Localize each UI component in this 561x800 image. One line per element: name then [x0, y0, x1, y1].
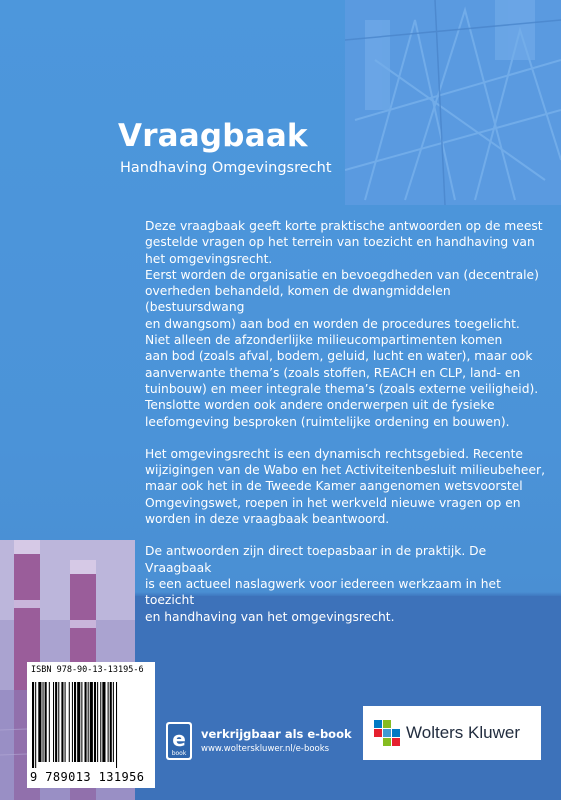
- barcode-bar: [72, 682, 73, 762]
- publisher-name: Wolters Kluwer: [406, 723, 520, 742]
- barcode-bar: [65, 682, 66, 762]
- cover-photo-top: [345, 0, 561, 205]
- barcode-bar: [100, 682, 101, 762]
- ebook-badge[interactable]: [165, 721, 352, 771]
- barcode-bar: [97, 682, 98, 762]
- blurb-paragraph-3: [145, 543, 545, 624]
- blurb-line: Tenslotte worden ook andere onderwerpen uit de fysieke: [145, 398, 495, 413]
- blurb-line: Omgevingswet, roepen in het werkveld nieuwe vragen op en: [145, 495, 521, 510]
- isbn-barcode: [27, 662, 155, 788]
- blurb-line: aan bod (zoals afval, bodem, geluid, lucht en water), maar ook: [145, 349, 533, 364]
- blurb-line: gestelde vragen op het terrein van toezicht en handhaving van: [145, 235, 535, 250]
- blurb-text: [145, 218, 545, 641]
- barcode-bar: [32, 682, 34, 768]
- barcode-bar: [88, 682, 89, 762]
- publisher-logo: [363, 706, 541, 760]
- blurb-line: aanverwante thema’s (zoals stoffen, REACH en CLP, land- en: [145, 365, 521, 380]
- book-subtitle: Handhaving Omgevingsrecht: [120, 160, 332, 176]
- barcode-bar: [61, 682, 63, 762]
- barcode-bar: [35, 682, 36, 768]
- barcode-bar: [49, 682, 50, 762]
- barcode-bar: [38, 682, 41, 762]
- blurb-line: het omgevingsrecht.: [145, 251, 273, 266]
- blurb-line: overheden behandeld, komen de dwangmiddelen (bestuursdwang: [145, 284, 451, 315]
- barcode-bar: [53, 682, 54, 762]
- wolters-kluwer-logo-icon: [374, 720, 400, 746]
- blurb-line: en handhaving van het omgevingsrecht.: [145, 609, 395, 624]
- barcode-bars: [32, 682, 150, 768]
- barcode-bar: [55, 682, 57, 762]
- blurb-line: Niet alleen de afzonderlijke milieucompartimenten komen: [145, 333, 503, 348]
- blurb-line: De antwoorden zijn direct toepasbaar in de praktijk. De Vraagbaak: [145, 544, 487, 575]
- blurb-line: wijzigingen van de Wabo en het Activiteitenbesluit milieubeheer,: [145, 463, 546, 478]
- barcode-bar: [45, 682, 47, 762]
- blurb-line: leefomgeving besproken (ruimtelijke ordening en bouwen).: [145, 414, 510, 429]
- barcode-bar: [90, 682, 93, 762]
- barcode-bar: [43, 682, 44, 762]
- barcode-digits: 9 789013 131956: [30, 770, 145, 784]
- barcode-bar: [69, 682, 70, 762]
- book-title: Vraagbaak: [118, 118, 308, 154]
- barcode-bar: [108, 682, 109, 762]
- blurb-paragraph-1: [145, 218, 545, 430]
- blurb-line: maar ook het in de Tweede Kamer aangenomen wetsvoorstel: [145, 479, 523, 494]
- blurb-line: en dwangsom) aan bod en worden de procedures toegelicht.: [145, 316, 520, 331]
- blurb-line: is een actueel naslagwerk voor iedereen werkzaam in het toezicht: [145, 576, 501, 608]
- barcode-bar: [81, 682, 82, 762]
- isbn-label: ISBN 978-90-13-13195-6: [31, 665, 144, 675]
- barcode-bar: [116, 682, 117, 768]
- ebook-icon-sub: book: [171, 750, 187, 757]
- barcode-bar: [110, 682, 112, 762]
- ebook-icon: [165, 721, 193, 761]
- blurb-line: tuinbouw) en meer integrale thema’s (zoals externe veiligheid).: [145, 381, 539, 396]
- barcode-bar: [102, 682, 105, 762]
- blurb-line: Eerst worden de organisatie en bevoegdheden van (decentrale): [145, 267, 539, 282]
- blurb-paragraph-2: [145, 446, 545, 527]
- blurb-line: Het omgevingsrecht is een dynamisch rechtsgebied. Recente: [145, 446, 523, 461]
- barcode-bar: [77, 682, 80, 762]
- blurb-line: worden in deze vraagbaak beantwoord.: [145, 512, 390, 527]
- barcode-bar: [58, 682, 59, 762]
- barcode-bar: [94, 682, 96, 762]
- barcode-bar: [74, 682, 76, 762]
- barcode-bar: [85, 682, 87, 762]
- ebook-url[interactable]: www.wolterskluwer.nl/e-books: [201, 744, 330, 754]
- ebook-label: verkrijgbaar als e-book: [201, 727, 352, 741]
- barcode-bar: [113, 682, 114, 762]
- ebook-icon-letter: e: [172, 727, 186, 751]
- blurb-line: Deze vraagbaak geeft korte praktische antwoorden op de meest: [145, 219, 543, 233]
